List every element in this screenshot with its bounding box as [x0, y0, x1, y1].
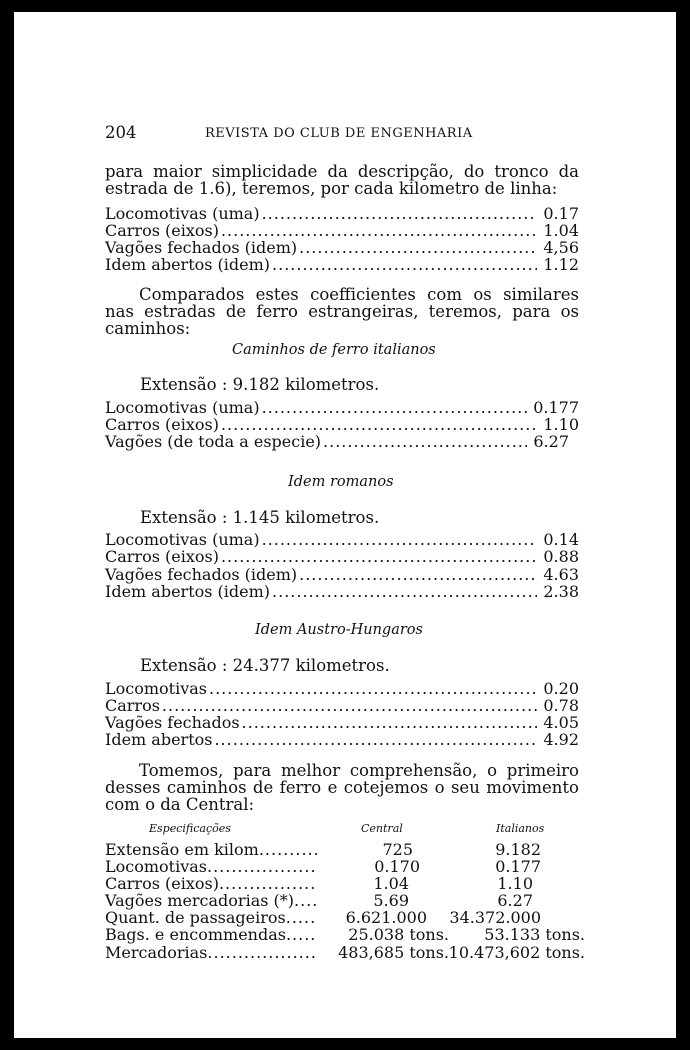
cell-central: 725	[382, 840, 413, 859]
item-label: Locomotivas	[105, 679, 207, 698]
table-header-central: Central	[361, 822, 403, 835]
cell-central: 0.170	[374, 857, 420, 876]
item-value: 1.10	[543, 415, 579, 434]
item-value: 1.12	[543, 255, 579, 274]
item-label: Idem abertos (idem)	[105, 582, 271, 601]
table-header-spec: Especificações	[149, 822, 231, 835]
cell-label: Mercadorias	[105, 943, 208, 962]
cell-italianos: 9.182	[495, 840, 541, 859]
item-value: 4,56	[543, 238, 579, 257]
list-item	[105, 432, 569, 450]
item-label: Locomotivas (uma)	[105, 398, 260, 417]
intro-paragraph: para maior simplicidade da descripção, do tronco da estrada de 1.6), teremos, por cada kilometro de linha:	[105, 162, 579, 198]
list-item	[105, 530, 579, 548]
closing-paragraph: Tomemos, para melhor comprehensão, o primeiro desses caminhos de ferro e cotejemos o seu movimento com o da Central:	[105, 761, 579, 814]
cell-central: 483,685 tons.	[338, 943, 449, 962]
book-page	[14, 12, 676, 1038]
item-value: 0.17	[543, 204, 579, 223]
section-title-italianos: Caminhos de ferro italianos	[232, 342, 436, 358]
item-value: 1.04	[543, 221, 579, 240]
item-value: 4.63	[543, 565, 579, 584]
item-label: Carros (eixos)	[105, 547, 219, 566]
list-item	[105, 238, 579, 256]
item-label: Vagões fechados (idem)	[105, 565, 298, 584]
item-value: 0.177	[533, 398, 579, 417]
item-value: 4.05	[543, 713, 579, 732]
item-value: 0.78	[543, 696, 579, 715]
cell-label: Vagões mercadorias (*)	[105, 891, 295, 910]
item-label: Carros (eixos)	[105, 415, 219, 434]
item-label: Locomotivas (uma)	[105, 530, 260, 549]
table-row	[105, 925, 585, 943]
running-title: REVISTA DO CLUB DE ENGENHARIA	[205, 126, 473, 141]
section-title-romanos: Idem romanos	[288, 474, 394, 490]
cell-italianos: 6.27	[497, 891, 533, 910]
list-item	[105, 582, 579, 600]
table-row	[105, 874, 585, 892]
cell-italianos: 10.473,602 tons.	[448, 943, 585, 962]
table-row	[105, 840, 585, 858]
list-item	[105, 415, 579, 433]
list-item	[105, 713, 579, 731]
list-item	[105, 204, 579, 222]
table-row	[105, 908, 585, 926]
item-label: Locomotivas (uma)	[105, 204, 260, 223]
list-item	[105, 565, 579, 583]
cell-label: Quant. de passageiros	[105, 908, 286, 927]
cell-italianos: 53.133 tons.	[484, 925, 585, 944]
item-label: Vagões fechados	[105, 713, 240, 732]
item-label: Vagões fechados (idem)	[105, 238, 298, 257]
cell-central: 25.038 tons.	[348, 925, 449, 944]
item-label: Idem abertos (idem)	[105, 255, 271, 274]
item-value: 4.92	[543, 730, 579, 749]
cell-central: 5.69	[373, 891, 409, 910]
cell-label: Carros (eixos)	[105, 874, 219, 893]
item-label: Vagões (de toda a especie)	[105, 432, 322, 451]
list-item	[105, 255, 579, 273]
list-item	[105, 696, 579, 714]
compare-paragraph: Comparados estes coefficientes com os similares nas estradas de ferro estrangeiras, teremos, para os caminhos:	[105, 285, 579, 338]
section-title-austro: Idem Austro-Hungaros	[255, 622, 423, 638]
cell-italianos: 0.177	[495, 857, 541, 876]
item-value: 0.88	[543, 547, 579, 566]
item-label: Carros	[105, 696, 160, 715]
cell-label: Extensão em kilom	[105, 840, 259, 859]
cell-central: 6.621.000	[345, 908, 427, 927]
list-item	[105, 730, 579, 748]
item-value: 0.20	[543, 679, 579, 698]
table-header-italianos: Italianos	[496, 822, 545, 835]
list-item	[105, 398, 579, 416]
table-row	[105, 943, 585, 961]
extent-italianos: Extensão : 9.182 kilometros.	[140, 375, 380, 394]
cell-label: Bags. e encommendas	[105, 925, 286, 944]
cell-italianos: 1.10	[497, 874, 533, 893]
extent-austro: Extensão : 24.377 kilometros.	[140, 656, 390, 675]
cell-label: Locomotivas	[105, 857, 207, 876]
extent-romanos: Extensão : 1.145 kilometros.	[140, 508, 380, 527]
page-number: 204	[105, 123, 137, 142]
list-item	[105, 679, 579, 697]
item-value: 0.14	[543, 530, 579, 549]
item-value: 6.27	[533, 432, 569, 451]
item-value: 2.38	[543, 582, 579, 601]
item-label: Carros (eixos)	[105, 221, 219, 240]
list-item	[105, 221, 579, 239]
table-row	[105, 891, 585, 909]
list-item	[105, 547, 579, 565]
table-row	[105, 857, 585, 875]
cell-central: 1.04	[373, 874, 409, 893]
item-label: Idem abertos	[105, 730, 213, 749]
cell-italianos: 34.372.000	[449, 908, 541, 927]
